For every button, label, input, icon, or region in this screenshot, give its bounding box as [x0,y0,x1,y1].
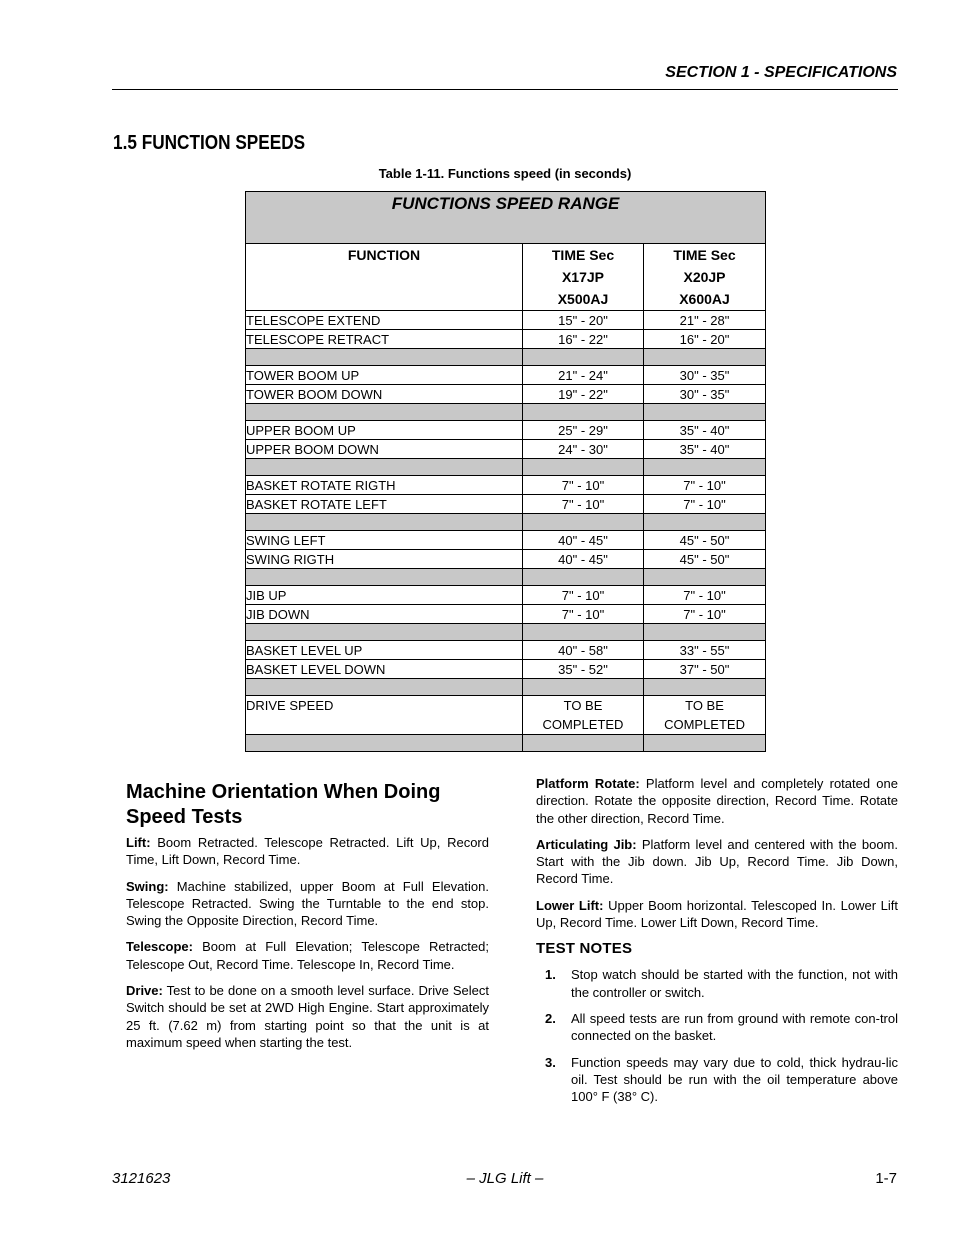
time-cell: 30" - 35" [644,385,766,404]
table-title: FUNCTIONS SPEED RANGE [246,192,766,244]
paragraph-label: Drive: [126,983,163,999]
header-divider [112,89,898,90]
time-cell: 7" - 10" [644,476,766,495]
spacer-cell [246,735,523,752]
time-cell: 7" - 10" [644,495,766,514]
function-speed-table [245,191,766,752]
function-cell: TELESCOPE EXTEND [246,311,523,330]
test-notes-heading: TEST NOTES [536,940,633,958]
function-cell: JIB UP [246,586,523,605]
time-cell [644,696,766,735]
spacer-cell [523,459,644,476]
time-cell-line: COMPLETED [664,717,745,732]
spacer-cell [523,349,644,366]
function-cell: DRIVE SPEED [246,696,523,735]
time-cell: 7" - 10" [523,495,644,514]
table-spacer-row [246,569,766,586]
test-note-item [536,966,898,1001]
time-cell: 40" - 45" [523,550,644,569]
function-cell: TOWER BOOM UP [246,366,523,385]
spacer-cell [523,735,644,752]
table-spacer-row [246,459,766,476]
paragraph-text: Platform level and completely rotated one direction. Rotate the opposite direction, Record Time. Rotate the other direction, Record Time. [536,776,898,826]
footer-page-number: 1-7 [875,1170,897,1187]
spacer-cell [246,404,523,421]
time-cell: 30" - 35" [644,366,766,385]
time-cell-line: TO BE [685,698,724,713]
table-caption: Table 1-11. Functions speed (in seconds) [378,166,632,181]
page-heading: 1.5 FUNCTION SPEEDS [113,132,306,154]
time-cell: 7" - 10" [644,605,766,624]
table-spacer-row [246,514,766,531]
spacer-cell [246,624,523,641]
table-row [246,311,766,330]
table-spacer-row [246,349,766,366]
note-text: All speed tests are run from ground with remote con-trol connected on the basket. [571,1010,898,1044]
table-row [246,440,766,459]
spacer-cell [246,679,523,696]
time-cell: 15" - 20" [523,311,644,330]
table-row [246,641,766,660]
table-row [246,586,766,605]
function-cell: SWING LEFT [246,531,523,550]
left-column [126,780,489,1060]
table-row [246,660,766,679]
function-cell: BASKET ROTATE LEFT [246,495,523,514]
column-header-line: TIME Sec [551,247,615,263]
column-header-line: X600AJ [679,291,730,307]
table-spacer-row [246,404,766,421]
function-cell: BASKET LEVEL DOWN [246,660,523,679]
spacer-cell [523,569,644,586]
spacer-cell [644,404,766,421]
spacer-cell [246,514,523,531]
spacer-cell [644,349,766,366]
paragraph-text: Upper Boom horizontal. Telescoped In. Lower Lift Up, Record Time. Lower Lift Down, Record Time. [536,897,898,931]
function-cell: SWING RIGTH [246,550,523,569]
table-spacer-row [246,735,766,752]
speed-table-container [245,191,765,752]
paragraph-label: Swing: [126,878,169,894]
test-note-item [536,1054,898,1106]
spacer-cell [246,569,523,586]
note-text: Function speeds may vary due to cold, thick hydrau-lic oil. Test should be run with the oil temperature above 100° F (38° C). [571,1054,898,1105]
paragraph-text: Machine stabilized, upper Boom at Full Elevation. Telescope Retracted. Swing the Turntable to the end stop. Swing the Opposite Direction, Record Time. [126,878,489,929]
spacer-cell [523,514,644,531]
paragraph-text: Boom at Full Elevation; Telescope Retracted; Telescope Out, Record Time. Telescope In, Record Time. [126,939,489,972]
table-row [246,605,766,624]
note-number: 2. [545,1010,556,1026]
function-cell: UPPER BOOM UP [246,421,523,440]
paragraph-label: Lower Lift: [536,897,604,913]
orientation-paragraph [536,836,898,888]
spacer-cell [523,624,644,641]
note-number: 1. [545,967,556,983]
time-cell: 40" - 58" [523,641,644,660]
column-header-line: TIME Sec [673,247,736,263]
table-row [246,550,766,569]
paragraph-text: Platform level and centered with the boom. Start with the Jib down. Jib Up, Record Time. Jib Down, Record Time. [536,836,898,887]
time-cell: 45" - 50" [644,550,766,569]
time-cell: 35" - 40" [644,421,766,440]
right-column [536,775,898,1114]
time-cell: 35" - 52" [523,660,644,679]
table-row-drive-speed [246,696,766,735]
column-header-line: X500AJ [557,291,609,307]
paragraph-text: Boom Retracted. Telescope Retracted. Lift Up, Record Time, Lift Down, Record Time. [126,835,489,868]
time-cell: 37" - 50" [644,660,766,679]
spacer-cell [246,349,523,366]
time-cell: 7" - 10" [523,605,644,624]
table-spacer-row [246,624,766,641]
time-cell: 16" - 20" [644,330,766,349]
column-header-x20jp [644,244,766,311]
time-cell: 16" - 22" [523,330,644,349]
time-cell: 19" - 22" [523,385,644,404]
function-cell: JIB DOWN [246,605,523,624]
time-cell: 21" - 24" [523,366,644,385]
time-cell-line: TO BE [563,698,603,713]
time-cell: 7" - 10" [523,476,644,495]
table-row [246,495,766,514]
time-cell: 25" - 29" [523,421,644,440]
paragraph-label: Platform Rotate: [536,776,640,791]
table-row [246,366,766,385]
spacer-cell [644,514,766,531]
paragraph-text: Test to be done on a smooth level surface. Drive Select Switch should be set at 2WD High Engine. Start approximately 25 ft. (7.62 m) from starting point so that the unit is at maximum speed when starting the test. [126,983,489,1050]
column-header-function: FUNCTION [246,244,523,311]
time-cell: 24" - 30" [523,440,644,459]
table-row [246,385,766,404]
time-cell: 7" - 10" [644,586,766,605]
spacer-cell [644,624,766,641]
paragraph-label: Telescope: [126,939,193,955]
orientation-heading: Machine Orientation When Doing Speed Tests [126,781,441,828]
spacer-cell [644,459,766,476]
orientation-paragraph [536,897,898,932]
time-cell: 35" - 40" [644,440,766,459]
column-header-line: X17JP [561,269,605,285]
table-row [246,330,766,349]
function-cell: UPPER BOOM DOWN [246,440,523,459]
function-cell: BASKET LEVEL UP [246,641,523,660]
time-cell: 45" - 50" [644,531,766,550]
orientation-paragraph [126,982,489,1051]
time-cell-line: COMPLETED [542,717,624,732]
spacer-cell [644,679,766,696]
note-number: 3. [545,1054,556,1070]
paragraph-label: Lift: [126,835,151,850]
section-header: SECTION 1 - SPECIFICATIONS [665,64,897,81]
orientation-paragraph [126,878,489,930]
time-cell: 21" - 28" [644,311,766,330]
table-spacer-row [246,679,766,696]
orientation-paragraph [126,938,489,973]
table-row [246,421,766,440]
spacer-cell [523,404,644,421]
spacer-cell [644,569,766,586]
table-row [246,531,766,550]
function-cell: TOWER BOOM DOWN [246,385,523,404]
time-cell: 7" - 10" [523,586,644,605]
orientation-paragraph [536,775,898,827]
table-row [246,476,766,495]
column-header-line: X20JP [683,269,726,285]
footer-document-number: 3121623 [112,1170,171,1187]
table-title-row [246,192,766,244]
time-cell [523,696,644,735]
function-cell: BASKET ROTATE RIGTH [246,476,523,495]
test-notes-list [536,966,898,1105]
time-cell: 33" - 55" [644,641,766,660]
spacer-cell [246,459,523,476]
test-note-item [536,1010,898,1045]
orientation-paragraph [126,834,489,869]
footer-brand: – JLG Lift – [466,1170,544,1187]
column-header-x17jp [523,244,644,311]
spacer-cell [644,735,766,752]
note-text: Stop watch should be started with the function, not with the controller or switch. [571,967,898,1000]
time-cell: 40" - 45" [523,531,644,550]
function-cell: TELESCOPE RETRACT [246,330,523,349]
table-header-row [246,244,766,311]
paragraph-label: Articulating Jib: [536,836,637,852]
spacer-cell [523,679,644,696]
